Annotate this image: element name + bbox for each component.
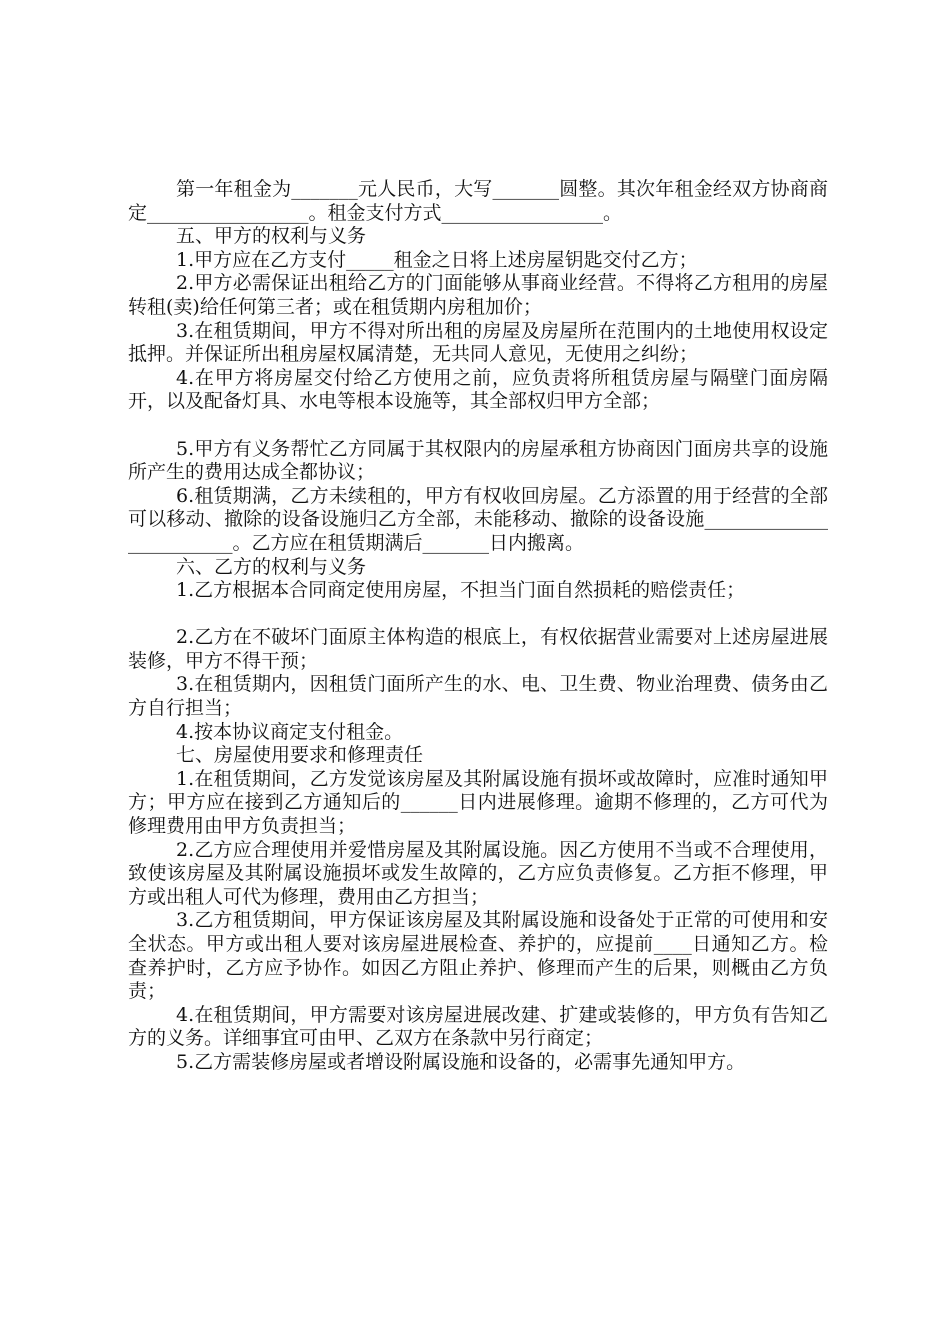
paragraph-repair-3: 3.乙方租赁期间，甲方保证该房屋及其附属设施和设备处于正常的可使用和安全状态。甲方或出租人要对该房屋进展检查、养护的，应提前____日通知乙方。检查养护时，乙方应予协作。如因乙方阻止养护、修理而产生的后果，则概由乙方负责； — [128, 909, 828, 1003]
section-heading-party-a: 五、甲方的权利与义务 — [176, 225, 367, 248]
paragraph-party-a-2: 2.甲方必需保证出租给乙方的门面能够从事商业经营。不得将乙方租用的房屋转租(卖)给任何第三者；或在租赁期内房租加价； — [128, 272, 828, 318]
paragraph-repair-1: 1.在租赁期间，乙方发觉该房屋及其附属设施有损坏或故障时，应准时通知甲方；甲方应在接到乙方通知后的______日内进展修理。逾期不修理的，乙方可代为修理费用由甲方负责担当； — [128, 767, 828, 838]
paragraph-party-a-5: 5.甲方有义务帮忙乙方同属于其权限内的房屋承租方协商因门面房共享的设施所产生的费用达成全都协议； — [128, 437, 828, 484]
blank-line — [128, 603, 828, 627]
paragraph-party-b-2: 2.乙方在不破坏门面原主体构造的根底上，有权依据营业需要对上述房屋进展装修，甲方不得干预； — [128, 626, 828, 672]
section-heading-repair: 七、房屋使用要求和修理责任 — [176, 744, 424, 767]
paragraph-party-a-6: 6.租赁期满，乙方未续租的，甲方有权收回房屋。乙方添置的用于经营的全部可以移动、撤除的设备设施归乙方全部，未能移动、撤除的设备设施________________________。乙方应在租赁期满后_______日内搬离。 — [128, 484, 828, 554]
paragraph-party-b-1: 1.乙方根据本合同商定使用房屋，不担当门面自然损耗的赔偿责任； — [176, 579, 746, 602]
document-body — [128, 178, 828, 1075]
paragraph-party-a-4: 4.在甲方将房屋交付给乙方使用之前，应负责将所租赁房屋与隔壁门面房隔开，以及配备灯具、水电等根本设施等，其全部权归甲方全部； — [128, 366, 828, 413]
paragraph-party-a-1: 1.甲方应在乙方支付_____租金之日将上述房屋钥匙交付乙方； — [176, 248, 698, 271]
paragraph-repair-5: 5.乙方需装修房屋或者增设附属设施和设备的，必需事先通知甲方。 — [176, 1050, 746, 1073]
paragraph-party-b-4: 4.按本协议商定支付租金。 — [176, 720, 404, 743]
paragraph-party-b-3: 3.在租赁期内，因租赁门面所产生的水、电、卫生费、物业治理费、债务由乙方自行担当； — [128, 673, 828, 720]
blank-line — [128, 414, 828, 438]
paragraph-rent-amount: 第一年租金为_______元人民币，大写_______圆整。其次年租金经双方协商商定_________________。租金支付方式_________________。 — [128, 178, 828, 224]
section-heading-party-b: 六、乙方的权利与义务 — [176, 555, 367, 578]
paragraph-repair-2: 2.乙方应合理使用并爱惜房屋及其附属设施。因乙方使用不当或不合理使用，致使该房屋及其附属设施损坏或发生故障的，乙方应负责修复。乙方拒不修理，甲方或出租人可代为修理，费用由乙方担当； — [128, 838, 828, 908]
paragraph-party-a-3: 3.在租赁期间，甲方不得对所出租的房屋及房屋所在范围内的土地使用权设定抵押。并保证所出租房屋权属清楚，无共同人意见，无使用之纠纷； — [128, 319, 828, 366]
paragraph-repair-4: 4.在租赁期间，甲方需要对该房屋进展改建、扩建或装修的，甲方负有告知乙方的义务。详细事宜可由甲、乙双方在条款中另行商定； — [128, 1003, 828, 1050]
